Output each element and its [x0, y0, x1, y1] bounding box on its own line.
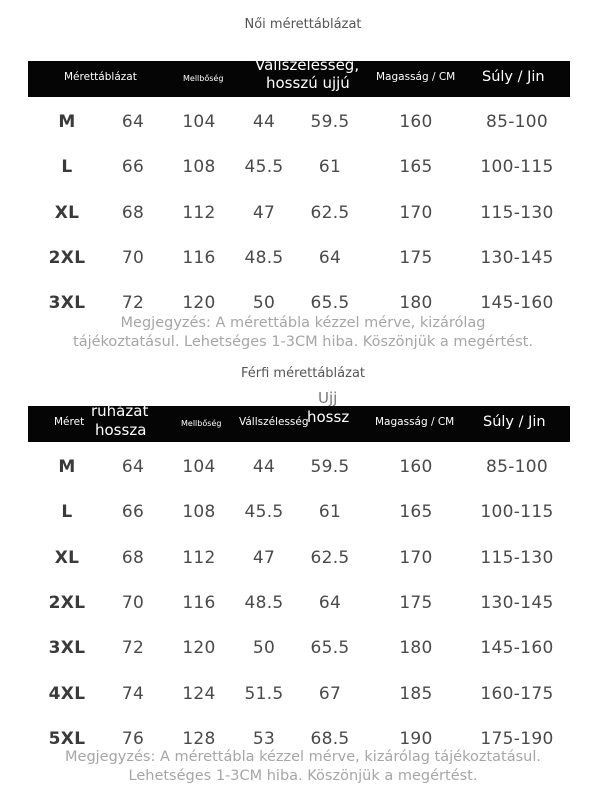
men-cell-sleeve: 65.5: [310, 638, 350, 659]
women-cell-height: 165: [399, 157, 433, 178]
men-cell-size: 3XL: [48, 638, 86, 659]
men-cell-chest-a: 68: [121, 547, 145, 568]
women-cell-sleeve: 62.5: [310, 202, 350, 223]
women-header-shoulder-line1: Vállszélesség,: [255, 56, 360, 74]
women-cell-shoulder: 50: [252, 293, 276, 314]
men-cell-shoulder: 48.5: [244, 592, 284, 613]
women-cell-shoulder: 44: [252, 112, 276, 132]
men-cell-sleeve: 64: [318, 592, 342, 613]
men-cell-chest-b: 112: [182, 547, 216, 568]
women-cell-weight: 145-160: [480, 293, 554, 314]
men-cell-chest-b: 116: [182, 592, 216, 613]
women-cell-shoulder: 47: [252, 202, 276, 223]
women-cell-chest-a: 64: [121, 112, 145, 132]
men-cell-chest-b: 104: [182, 457, 216, 477]
women-cell-height: 160: [399, 112, 433, 132]
men-header-height: Magasság / CM: [375, 416, 455, 428]
women-chart-title: Női mérettáblázat: [244, 17, 362, 32]
women-cell-weight: 85-100: [485, 112, 549, 132]
men-cell-height: 180: [399, 638, 433, 659]
men-cell-weight: 130-145: [480, 592, 554, 613]
women-header-bar: [28, 56, 570, 97]
men-header-weight: Súly / Jin: [483, 414, 546, 430]
women-header-height: Magasság / CM: [376, 71, 456, 83]
men-cell-height: 175: [399, 592, 433, 613]
women-cell-height: 175: [399, 247, 433, 268]
women-cell-size: 2XL: [48, 247, 86, 268]
women-cell-weight: 100-115: [480, 157, 554, 178]
men-table-row: [0, 490, 606, 535]
men-header-sleeve-line1: Ujj: [318, 389, 338, 407]
women-cell-chest-a: 70: [121, 247, 145, 268]
men-cell-size: XL: [54, 547, 80, 568]
men-cell-chest-b: 128: [182, 728, 216, 749]
men-header-bust: Mellbőség: [181, 419, 222, 428]
men-cell-size: M: [58, 457, 76, 477]
women-cell-chest-b: 120: [182, 293, 216, 314]
men-table-row: [0, 445, 606, 490]
women-cell-shoulder: 45.5: [244, 157, 284, 178]
men-note-line2: Lehetséges 1-3CM hiba. Köszönjük a megértést.: [128, 768, 478, 784]
men-table-row: [0, 581, 606, 626]
men-cell-weight: 100-115: [480, 502, 554, 523]
men-cell-height: 160: [399, 457, 433, 477]
women-cell-chest-a: 68: [121, 202, 145, 223]
men-cell-chest-b: 108: [182, 502, 216, 523]
men-cell-height: 170: [399, 547, 433, 568]
men-table-row: [0, 536, 606, 581]
men-cell-sleeve: 61: [318, 502, 342, 523]
men-header-length-line2: hossza: [95, 421, 147, 439]
men-cell-shoulder: 51.5: [244, 683, 284, 704]
men-cell-shoulder: 50: [252, 638, 276, 659]
men-cell-sleeve: 59.5: [310, 457, 350, 477]
men-cell-sleeve: 68.5: [310, 728, 350, 749]
men-cell-shoulder: 53: [252, 728, 276, 749]
women-note-line2: tájékoztatásul. Lehetséges 1-3CM hiba. Köszönjük a megértést.: [73, 334, 533, 350]
men-cell-weight: 175-190: [480, 728, 554, 749]
men-cell-chest-b: 120: [182, 638, 216, 659]
men-header-length-line1: ruházat: [91, 402, 149, 420]
men-cell-chest-a: 72: [121, 638, 145, 659]
men-header-sleeve-line2: hossz: [307, 408, 350, 426]
women-cell-sleeve: 65.5: [310, 293, 350, 314]
women-cell-chest-b: 104: [182, 112, 216, 132]
women-cell-chest-b: 116: [182, 247, 216, 268]
women-header-weight: Súly / Jin: [482, 69, 545, 85]
women-cell-sleeve: 61: [318, 157, 342, 178]
women-cell-shoulder: 48.5: [244, 247, 284, 268]
men-cell-shoulder: 47: [252, 547, 276, 568]
women-header-bust: Mellbőség: [183, 74, 224, 83]
women-note-line1: Megjegyzés: A mérettábla kézzel mérve, kizárólag: [120, 315, 486, 331]
women-cell-size: L: [61, 157, 73, 178]
men-table-row: [0, 626, 606, 671]
men-cell-weight: 85-100: [485, 457, 549, 477]
men-cell-chest-a: 76: [121, 728, 145, 749]
men-cell-chest-a: 70: [121, 592, 145, 613]
men-cell-size: 5XL: [48, 728, 86, 749]
women-table-row: [0, 236, 606, 281]
men-cell-height: 185: [399, 683, 433, 704]
women-table-row: [0, 191, 606, 236]
men-cell-shoulder: 44: [252, 457, 276, 477]
men-cell-height: 190: [399, 728, 433, 749]
men-cell-sleeve: 62.5: [310, 547, 350, 568]
women-cell-size: M: [58, 112, 76, 132]
men-cell-chest-a: 66: [121, 502, 145, 523]
women-cell-size: XL: [54, 202, 80, 223]
men-cell-height: 165: [399, 502, 433, 523]
women-header-sleeve-line2: hosszú ujjú: [266, 74, 350, 92]
men-header-bar: [28, 389, 570, 442]
men-cell-shoulder: 45.5: [244, 502, 284, 523]
women-cell-chest-b: 112: [182, 202, 216, 223]
men-header-shoulder: Vállszélesség: [239, 416, 309, 428]
men-cell-chest-a: 74: [121, 683, 145, 704]
men-note-line1: Megjegyzés: A mérettábla kézzel mérve, kizárólag tájékoztatásul.: [65, 749, 541, 765]
women-header-size: Mérettáblázat: [64, 71, 137, 83]
men-cell-chest-b: 124: [182, 683, 216, 704]
women-cell-chest-a: 72: [121, 293, 145, 314]
women-cell-size: 3XL: [48, 293, 86, 314]
women-cell-sleeve: 59.5: [310, 112, 350, 132]
women-cell-height: 170: [399, 202, 433, 223]
men-header-size: Méret: [54, 416, 85, 428]
men-table-row: [0, 672, 606, 717]
men-cell-size: 4XL: [48, 683, 86, 704]
men-chart-title: Férfi mérettáblázat: [240, 366, 366, 381]
men-cell-weight: 115-130: [480, 547, 554, 568]
women-table-row: [0, 145, 606, 190]
men-cell-sleeve: 67: [318, 683, 342, 704]
women-cell-height: 180: [399, 293, 433, 314]
men-cell-chest-a: 64: [121, 457, 145, 477]
men-cell-size: L: [61, 502, 73, 523]
men-cell-size: 2XL: [48, 592, 86, 613]
men-cell-weight: 145-160: [480, 638, 554, 659]
women-table-row: [0, 100, 606, 145]
women-cell-weight: 130-145: [480, 247, 554, 268]
women-cell-chest-b: 108: [182, 157, 216, 178]
women-cell-chest-a: 66: [121, 157, 145, 178]
women-cell-sleeve: 64: [318, 247, 342, 268]
women-cell-weight: 115-130: [480, 202, 554, 223]
men-cell-weight: 160-175: [480, 683, 554, 704]
